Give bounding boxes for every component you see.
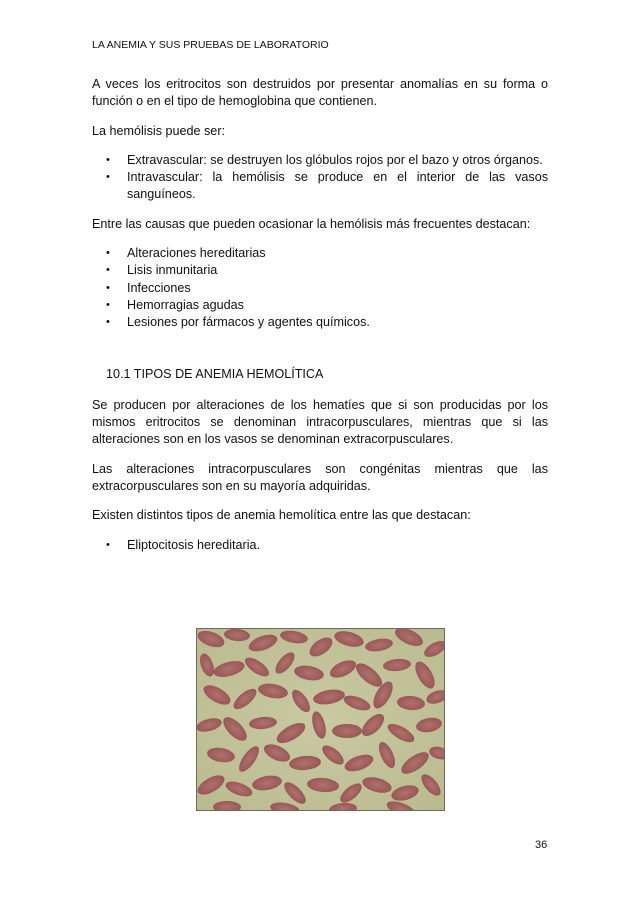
paragraph: Las alteraciones intracorpusculares son congénitas mientras que las extracorpusculares son en su mayoría adquiridas. [92, 461, 548, 494]
bullet-icon: • [106, 281, 110, 294]
list-item: • Extravascular: se destruyen los glóbulos rojos por el bazo y otros órganos. [92, 152, 548, 169]
bullet-icon: • [106, 264, 110, 277]
list-item: • Intravascular: la hemólisis se produce en el interior de las vasos sanguíneos. [106, 170, 548, 202]
list-item: • Lesiones por fármacos y agentes químicos. [92, 314, 548, 331]
list-item: • Hemorragias agudas [92, 297, 548, 314]
anemia-types-list [92, 537, 548, 554]
section-heading: 10.1 TIPOS DE ANEMIA HEMOLÍTICA [106, 366, 324, 381]
bullet-icon: • [106, 538, 110, 551]
bullet-icon: • [106, 153, 110, 166]
page-body [92, 76, 548, 566]
causes-list [92, 245, 548, 331]
list-item: • Lisis inmunitaria [92, 262, 548, 279]
paragraph: Se producen por alteraciones de los hematíes que si son producidas por los mismos eritrocitos se denominan intracorpusculares, mientras que si las alteraciones son en los vasos se denominan extracorpusculares. [92, 397, 548, 447]
hemolysis-types-list [92, 152, 548, 204]
paragraph: A veces los eritrocitos son destruidos por presentar anomalías en su forma o función o en el tipo de hemoglobina que contienen. [92, 77, 548, 109]
red-blood-cell [332, 724, 362, 738]
bullet-icon: • [106, 247, 110, 260]
list-item: • Infecciones [92, 280, 548, 297]
micrograph-image [197, 629, 444, 810]
bullet-icon: • [106, 316, 110, 329]
paragraph: Entre las causas que pueden ocasionar la hemólisis más frecuentes destacan: [92, 216, 531, 231]
running-header: LA ANEMIA Y SUS PRUEBAS DE LABORATORIO [92, 39, 329, 51]
page-number: 36 [535, 839, 548, 851]
bullet-icon: • [106, 298, 110, 311]
elliptocytes-micrograph [196, 628, 445, 811]
bullet-icon: • [106, 171, 110, 184]
list-item: • Alteraciones hereditarias [92, 245, 548, 262]
list-item: • Eliptocitosis hereditaria. [92, 537, 548, 554]
paragraph: Existen distintos tipos de anemia hemolítica entre las que destacan: [92, 508, 471, 523]
paragraph: La hemólisis puede ser: [92, 123, 226, 138]
